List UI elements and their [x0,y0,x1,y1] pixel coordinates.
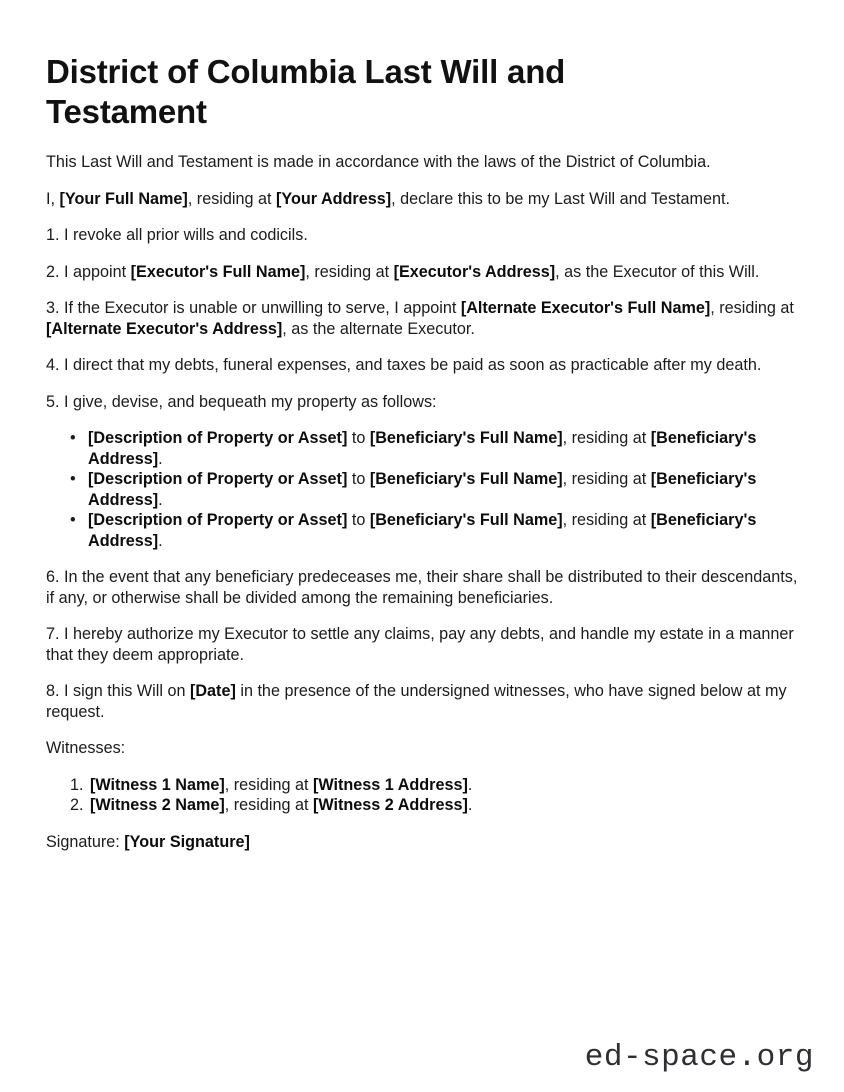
witness-list [46,775,800,816]
bullet-to: to [347,470,370,488]
clause-2-tail: , as the Executor of this Will. [555,262,760,281]
page-title: District of Columbia Last Will and Testament [46,53,566,130]
clause-2-number: 2. [46,262,60,281]
clause-2-mid: , residing at [305,262,394,281]
declaration-prefix: I, [46,189,60,208]
bullet-residing: , residing at [562,429,651,447]
beneficiary-address-placeholder: [Beneficiary's Address] [88,470,757,509]
your-signature-placeholder: [Your Signature] [124,832,250,851]
witness-residing: , residing at [224,775,313,794]
intro-text: This Last Will and Testament is made in accordance with the laws of the District of Columbia. [46,153,711,171]
property-bullet-list [46,428,800,551]
clause-3-number: 3. [46,299,60,317]
witness-1-address-placeholder: [Witness 1 Address] [312,775,468,794]
clause-5 [46,392,800,413]
clause-3 [46,298,800,339]
witnesses-heading: Witnesses: [46,739,126,757]
clause-6-text: In the event that any beneficiary predeceases me, their share shall be distributed to their descendants, if any, or otherwise shall be divided among the remaining beneficiaries. [46,568,798,607]
executor-full-name-placeholder: [Executor's Full Name] [130,262,306,281]
list-item [88,795,800,816]
clause-7 [46,624,800,665]
clause-3-mid: , residing at [710,299,794,317]
clause-1-number: 1. [46,226,60,244]
signature-line [46,832,800,853]
clause-6-number: 6. [46,568,60,586]
clause-1 [46,225,800,246]
clause-8-number: 8. [46,682,60,700]
clause-5-text: I give, devise, and bequeath my property as follows: [59,392,437,411]
witness-residing: , residing at [224,796,313,814]
clause-8 [46,681,800,722]
property-asset-placeholder: [Description of Property or Asset] [88,470,348,488]
witness-2-address-placeholder: [Witness 2 Address] [312,796,468,814]
clause-4-number: 4. [46,356,60,374]
executor-address-placeholder: [Executor's Address] [393,262,556,281]
your-full-name-placeholder: [Your Full Name] [59,189,188,208]
beneficiary-address-placeholder: [Beneficiary's Address] [88,511,757,550]
witness-period: . [467,775,473,794]
beneficiary-address-placeholder: [Beneficiary's Address] [88,429,757,468]
list-item [88,510,800,551]
declaration-paragraph [46,189,800,210]
intro-paragraph [46,152,800,173]
clause-8-lead: I sign this Will on [59,682,190,700]
alternate-executor-address-placeholder: [Alternate Executor's Address] [46,319,283,338]
your-address-placeholder: [Your Address] [276,189,392,208]
list-item [88,775,800,796]
beneficiary-name-placeholder: [Beneficiary's Full Name] [369,470,563,488]
clause-6 [46,567,800,608]
declaration-suffix: , declare this to be my Last Will and Testament. [391,189,731,208]
clause-4-text: I direct that my debts, funeral expenses, and taxes be paid as soon as practicable after my death. [59,356,762,374]
witness-2-name-placeholder: [Witness 2 Name] [90,796,225,814]
beneficiary-name-placeholder: [Beneficiary's Full Name] [369,429,563,447]
list-item [88,469,800,510]
date-placeholder: [Date] [189,682,236,700]
list-item [88,428,800,469]
document-body [46,52,800,852]
bullet-to: to [347,429,370,447]
clause-3-lead: If the Executor is unable or unwilling to serve, I appoint [59,299,461,317]
clause-8-tail: in the presence of the undersigned witnesses, who have signed below at my request. [46,682,787,721]
witness-period: . [467,796,473,814]
bullet-to: to [347,511,370,529]
bullet-period: . [158,531,163,550]
clause-5-number: 5. [46,392,60,411]
signature-label: Signature: [46,832,125,851]
site-watermark: ed-space.org [584,1040,814,1075]
property-asset-placeholder: [Description of Property or Asset] [88,429,348,447]
clause-7-text: I hereby authorize my Executor to settle any claims, pay any debts, and handle my estate in a manner that they deem appropriate. [46,625,794,664]
property-asset-placeholder: [Description of Property or Asset] [88,511,348,529]
clause-3-tail: , as the alternate Executor. [282,319,475,338]
witness-1-name-placeholder: [Witness 1 Name] [90,775,225,794]
clause-4 [46,355,800,376]
clause-2 [46,262,800,283]
bullet-residing: , residing at [562,511,651,529]
bullet-period: . [158,449,163,468]
bullet-period: . [158,490,163,509]
clause-2-lead: I appoint [59,262,131,281]
beneficiary-name-placeholder: [Beneficiary's Full Name] [369,511,563,529]
alternate-executor-full-name-placeholder: [Alternate Executor's Full Name] [460,299,711,317]
clause-7-number: 7. [46,625,60,643]
declaration-mid: , residing at [187,189,276,208]
bullet-residing: , residing at [562,470,651,488]
clause-1-text: I revoke all prior wills and codicils. [59,226,308,244]
